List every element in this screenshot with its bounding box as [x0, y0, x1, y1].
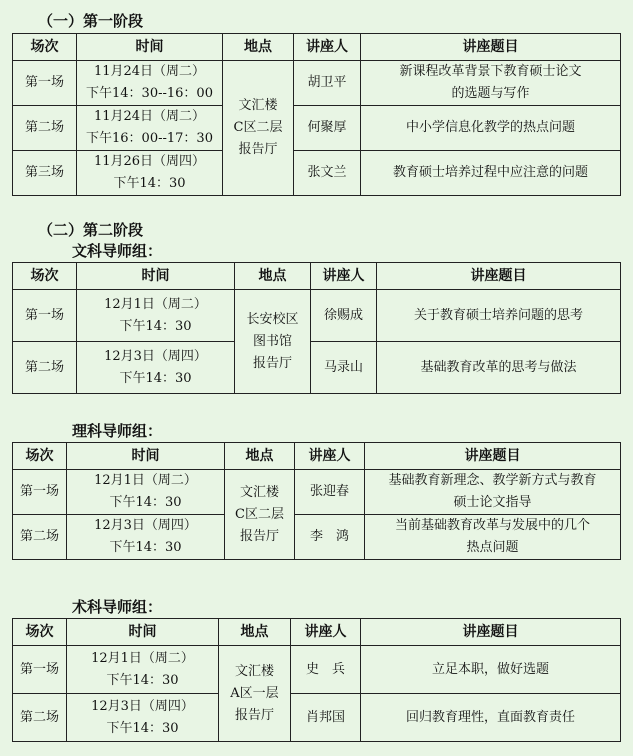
topic-cell [377, 342, 621, 394]
topic-cell [361, 694, 621, 742]
time-cell-line-2: 下午14：30--16：00 [86, 86, 213, 101]
column-header: 地点 [225, 443, 295, 470]
table-row [13, 646, 621, 694]
location-cell-line-2: C区二层 [233, 120, 283, 135]
time-cell-line-1: 11月24日（周二） [93, 109, 206, 124]
table-row [13, 61, 621, 106]
speaker-cell-line-1: 胡卫平 [307, 75, 347, 90]
location-cell-line-1: 文汇楼 [238, 98, 278, 113]
speaker-cell-line-1: 张迎春 [309, 484, 349, 499]
session-cell [13, 61, 77, 106]
time-cell [67, 646, 219, 694]
column-header: 讲座人 [311, 263, 377, 290]
location-cell [235, 290, 311, 394]
time-cell-line-2: 下午14：30 [106, 720, 179, 736]
location-cell [225, 470, 295, 560]
time-cell-line-1: 11月26日（周四） [93, 154, 206, 169]
time-cell-line-2: 下午14：30 [109, 495, 182, 510]
table-row [13, 106, 621, 151]
time-cell-line-1: 11月24日（周二） [93, 64, 206, 79]
time-cell [67, 470, 225, 515]
speaker-cell [294, 151, 361, 196]
session-cell [13, 151, 77, 196]
session-cell [13, 646, 67, 694]
column-header: 地点 [223, 34, 294, 61]
time-cell [67, 515, 225, 560]
table-row [13, 694, 621, 742]
topic-cell [361, 61, 621, 106]
location-cell [219, 646, 291, 742]
location-cell-line-3: 报告厅 [252, 355, 292, 371]
schedule-table-1 [12, 33, 621, 196]
location-cell-line-1: 长安校区 [246, 311, 299, 327]
location-cell-line-1: 文汇楼 [239, 484, 279, 500]
time-cell-line-1: 12月1日（周二） [104, 296, 207, 312]
time-cell-line-1: 12月3日（周四） [94, 518, 197, 533]
speaker-cell [294, 106, 361, 151]
speaker-cell-line-1: 徐赐成 [323, 307, 363, 323]
topic-cell [361, 646, 621, 694]
speaker-cell [295, 470, 365, 515]
time-cell-line-2: 下午14：30 [109, 540, 182, 555]
topic-cell-line-1: 回归教育理性，直面教育责任 [405, 709, 575, 725]
session-cell [13, 515, 67, 560]
column-header: 讲座题目 [361, 34, 621, 61]
time-cell-line-2: 下午16：00--17：30 [86, 131, 213, 146]
location-cell-line-2: 图书馆 [252, 333, 292, 349]
time-cell-line-1: 12月1日（周二） [94, 473, 197, 488]
time-cell-line-2: 下午14：30 [119, 370, 192, 386]
speaker-cell-line-1: 李 鸿 [309, 529, 349, 544]
session-cell [13, 694, 67, 742]
table-row [13, 342, 621, 394]
session-cell [13, 470, 67, 515]
topic-cell-line-1: 关于教育硕士培养问题的思考 [413, 307, 583, 323]
topic-cell-line-1: 中小学信息化教学的热点问题 [405, 120, 575, 135]
speaker-cell-line-1: 张文兰 [307, 165, 347, 180]
speaker-cell-line-1: 肖邦国 [305, 709, 345, 725]
speaker-cell-line-1: 马录山 [323, 359, 363, 375]
column-header: 地点 [219, 619, 291, 646]
session-cell [13, 106, 77, 151]
topic-cell [377, 290, 621, 342]
table-header-row [13, 443, 621, 470]
topic-cell [361, 151, 621, 196]
session-cell-line-1: 第一场 [24, 307, 64, 323]
session-cell [13, 342, 77, 394]
table-header-row [13, 34, 621, 61]
location-cell-line-3: 报告厅 [239, 528, 279, 544]
topic-cell-line-1: 基础教育新理念、教学新方式与教育 [388, 473, 597, 488]
column-header: 时间 [67, 443, 225, 470]
session-cell-line-1: 第二场 [19, 529, 59, 544]
schedule-table-4 [12, 618, 621, 742]
section-2-subheading: 文科导师组： [72, 242, 163, 260]
column-header: 讲座题目 [361, 619, 621, 646]
time-cell-line-2: 下午14：30 [113, 176, 186, 191]
time-cell-line-1: 12月3日（周四） [104, 348, 207, 364]
location-cell [223, 61, 294, 196]
session-cell-line-1: 第三场 [24, 165, 64, 180]
time-cell [77, 61, 223, 106]
session-cell-line-1: 第二场 [24, 359, 64, 375]
topic-cell [365, 515, 621, 560]
speaker-cell-line-1: 何聚厚 [307, 120, 347, 135]
topic-cell-line-1: 当前基础教育改革与发展中的几个 [394, 518, 590, 533]
location-cell-line-2: A区一层 [230, 685, 279, 701]
column-header: 讲座人 [294, 34, 361, 61]
time-cell-line-1: 12月1日（周二） [91, 650, 194, 666]
column-header: 场次 [13, 443, 67, 470]
speaker-cell [295, 515, 365, 560]
column-header: 场次 [13, 34, 77, 61]
session-cell-line-1: 第一场 [19, 484, 59, 499]
session-cell-line-1: 第一场 [24, 75, 64, 90]
column-header: 时间 [77, 34, 223, 61]
speaker-cell [294, 61, 361, 106]
column-header: 地点 [235, 263, 311, 290]
session-cell-line-1: 第二场 [19, 709, 59, 725]
speaker-cell [291, 646, 361, 694]
schedule-table-2 [12, 262, 621, 394]
column-header: 时间 [67, 619, 219, 646]
time-cell [77, 151, 223, 196]
table-row [13, 290, 621, 342]
location-cell-line-1: 文汇楼 [234, 663, 274, 679]
column-header: 讲座人 [291, 619, 361, 646]
speaker-cell [311, 290, 377, 342]
topic-cell-line-2: 的选题与写作 [451, 86, 530, 101]
topic-cell-line-1: 立足本职，做好选题 [431, 661, 549, 677]
topic-cell-line-2: 硕士论文指导 [453, 495, 532, 510]
column-header: 时间 [77, 263, 235, 290]
location-cell-line-3: 报告厅 [234, 707, 274, 723]
table-header-row [13, 619, 621, 646]
session-cell-line-1: 第二场 [24, 120, 64, 135]
column-header: 讲座题目 [377, 263, 621, 290]
section-2-heading: （二）第二阶段 [38, 221, 144, 239]
topic-cell-line-1: 基础教育改革的思考与做法 [420, 359, 577, 375]
time-cell-line-1: 12月3日（周四） [91, 698, 194, 714]
time-cell [77, 106, 223, 151]
column-header: 场次 [13, 619, 67, 646]
table-row [13, 470, 621, 515]
time-cell-line-2: 下午14：30 [106, 672, 179, 688]
section-1-heading: （一）第一阶段 [38, 12, 144, 30]
speaker-cell-line-1: 史 兵 [305, 661, 345, 677]
column-header: 讲座人 [295, 443, 365, 470]
topic-cell-line-2: 热点问题 [466, 540, 519, 555]
session-cell [13, 290, 77, 342]
column-header: 场次 [13, 263, 77, 290]
speaker-cell [311, 342, 377, 394]
time-cell [77, 290, 235, 342]
table-row [13, 151, 621, 196]
section-3-subheading: 理科导师组： [72, 422, 163, 440]
table-row [13, 515, 621, 560]
topic-cell [365, 470, 621, 515]
topic-cell [361, 106, 621, 151]
topic-cell-line-1: 教育硕士培养过程中应注意的问题 [392, 165, 588, 180]
topic-cell-line-1: 新课程改革背景下教育硕士论文 [399, 64, 582, 79]
session-cell-line-1: 第一场 [19, 661, 59, 677]
speaker-cell [291, 694, 361, 742]
location-cell-line-3: 报告厅 [238, 142, 278, 157]
section-4-subheading: 术科导师组： [72, 598, 163, 616]
location-cell-line-2: C区二层 [235, 506, 284, 522]
schedule-table-3 [12, 442, 621, 560]
table-header-row [13, 263, 621, 290]
time-cell-line-2: 下午14：30 [119, 318, 192, 334]
time-cell [77, 342, 235, 394]
column-header: 讲座题目 [365, 443, 621, 470]
time-cell [67, 694, 219, 742]
